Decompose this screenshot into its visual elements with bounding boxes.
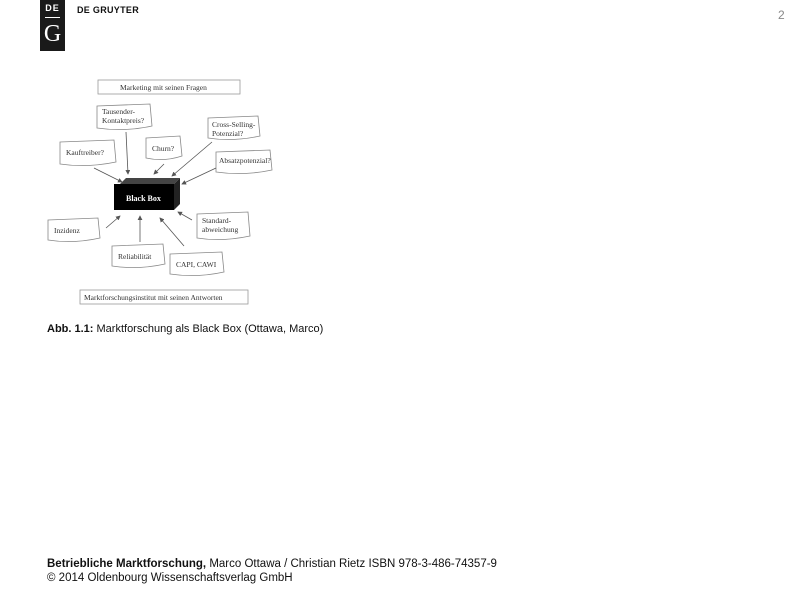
arrow-kauftreiber xyxy=(94,168,122,182)
figure-bottom-label: Marktforschungsinstitut mit seinen Antworten xyxy=(84,293,223,302)
figure-diagram xyxy=(40,70,280,310)
black-box-label: Black Box xyxy=(126,194,161,203)
label-tkp: Tausender-Kontaktpreis? xyxy=(102,107,145,125)
footer-authors-isbn: Marco Ottawa / Christian Rietz ISBN 978-3-486-74357-9 xyxy=(206,558,497,570)
arrow-capi-cawi xyxy=(160,218,184,246)
page-number: 2 xyxy=(778,8,785,22)
arrow-inzidenz xyxy=(106,216,120,228)
label-capi-cawi: CAPI, CAWI xyxy=(176,260,217,269)
footer-citation xyxy=(47,558,497,570)
publisher-name: DE GRUYTER xyxy=(77,5,140,15)
black-box-top xyxy=(120,178,180,184)
footer-book-title: Betriebliche Marktforschung, xyxy=(47,558,207,570)
arrow-standardabweichung xyxy=(178,212,192,220)
label-kauftreiber: Kauftreiber? xyxy=(66,148,104,157)
label-cross-selling: Cross-Selling-Potenzial? xyxy=(212,120,256,138)
de-gruyter-logo xyxy=(40,0,65,51)
logo-g-text: G xyxy=(43,21,62,47)
label-absatzpotenzial: Absatzpotenzial? xyxy=(219,156,271,165)
label-inzidenz: Inzidenz xyxy=(54,226,80,235)
logo-de-text: DE xyxy=(45,3,60,13)
label-churn: Churn? xyxy=(152,144,175,153)
black-box-figure xyxy=(40,70,280,310)
footer-copyright: © 2014 Oldenbourg Wissenschaftsverlag GmbH xyxy=(47,572,293,584)
label-standardabweichung: Standard-abweichung xyxy=(202,216,239,234)
label-reliabilitaet: Reliabilität xyxy=(118,252,152,261)
arrow-absatzpotenzial xyxy=(182,168,216,184)
figure-top-label: Marketing mit seinen Fragen xyxy=(120,83,207,92)
arrow-churn xyxy=(154,164,164,174)
caption-text: Marktforschung als Black Box (Ottawa, Marco) xyxy=(93,323,324,335)
figure-caption xyxy=(47,323,323,335)
logo-divider xyxy=(45,17,60,18)
caption-label: Abb. 1.1: xyxy=(47,323,94,335)
arrow-tkp xyxy=(126,132,128,174)
